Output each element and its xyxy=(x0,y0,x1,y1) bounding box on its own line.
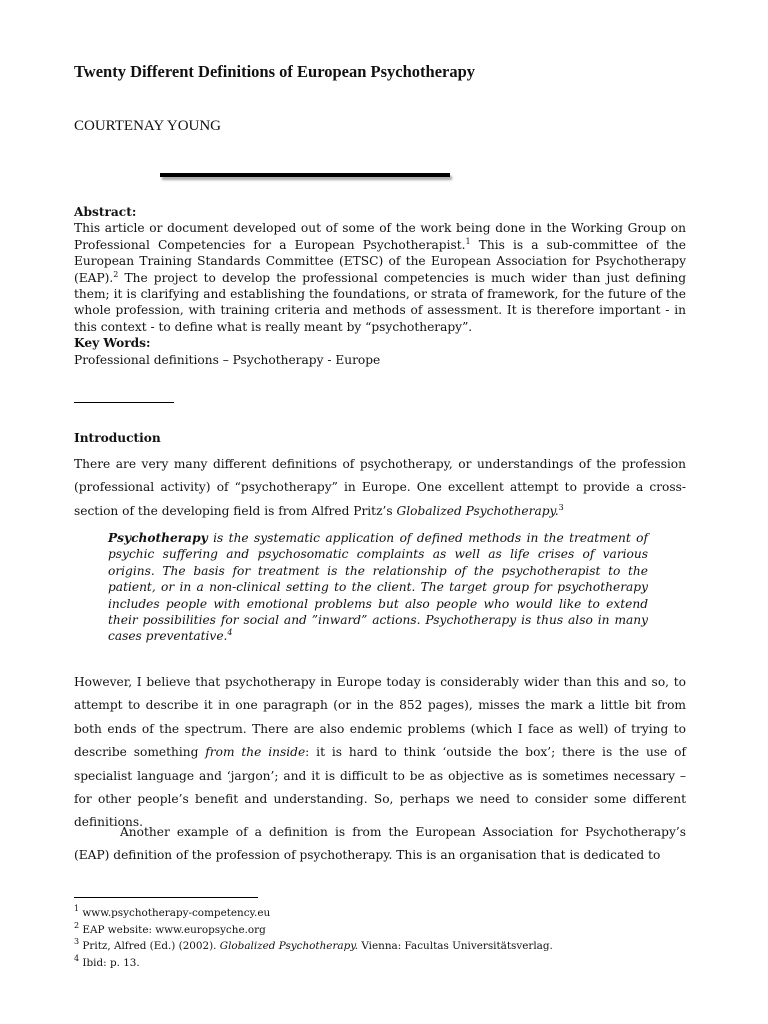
section-divider xyxy=(74,402,174,403)
footnote-3: $^3$ Pritz, Alfred (Ed.) (2002). Globalized Psychotherapy. Vienna: Facultas Universitätsverlag. xyxy=(74,937,553,953)
footnote-divider xyxy=(74,897,258,898)
title-divider xyxy=(160,173,450,177)
footnotes xyxy=(74,905,553,971)
block-quote: Psychotherapy is the systematic application of defined methods in the treatment of psychic suffering and psychosomatic complaints as well as life crises of various origins. The basis for treatment is the relationship of the psychotherapist to the patient, or in a non-clinical setting to the client. The target group for psychotherapy includes people with emotional problems but also people who would like to extend their possibilities for social and ”inward” actions. Psychotherapy is thus also in many cases preventative.$^4$ xyxy=(108,531,648,644)
footnote-2: $^2$ EAP website: www.europsyche.org xyxy=(74,920,266,936)
abstract-section xyxy=(74,204,686,368)
keywords-heading: Key Words: xyxy=(74,336,151,351)
abstract-text: This article or document developed out of some of the work being done in the Working Group on Professional Competencies for a European Psychotherapist.$^1$ This is a sub-committee of the European Training Standards Committee (ETSC) of the European Association for Psychotherapy (EAP).$^2$ The project to develop the professional competencies is much wider than just defining them; it is clarifying and establishing the foundations, or strata of framework, for the future of the whole profession, with training criteria and methods of assessment. It is therefore important - in this context - to define what is really meant by “psychotherapy”. xyxy=(74,221,686,334)
intro-paragraph-3: Another example of a definition is from the European Association for Psychotherapy’s (EAP) definition of the profession of psychotherapy. This is an organisation that is dedicated to xyxy=(74,825,686,863)
intro-paragraph-1: There are very many different definitions of psychotherapy, or understandings of the profession (professional activity) of “psychotherapy” in Europe. One excellent attempt to provide a cross-section of the developing field is from Alfred Pritz’s Globalized Psychotherapy.$^3$ xyxy=(74,457,686,518)
footnote-link[interactable]: www.psychotherapy-competency.eu xyxy=(82,907,271,919)
footnote-4: $^4$ Ibid: p. 13. xyxy=(74,953,140,969)
intro-paragraph-2: However, I believe that psychotherapy in Europe today is considerably wider than this and so, to attempt to describe it in one paragraph (or in the 852 pages), misses the mark a little bit from both ends of the spectrum. There are also endemic problems (which I face as well) of trying to describe something from the inside: it is hard to think ‘outside the box’; there is the use of specialist language and ‘jargon’; and it is difficult to be as objective as is sometimes necessary – for other people’s benefit and understanding. So, perhaps we need to consider some different definitions. xyxy=(74,675,686,830)
abstract-heading: Abstract: xyxy=(74,205,137,219)
introduction-heading: Introduction xyxy=(74,431,161,445)
footnote-ref-2[interactable]: 2 xyxy=(113,269,119,279)
document-title: Twenty Different Definitions of European Psychotherapy xyxy=(74,62,476,81)
footnote-1: $^1$ www.psychotherapy-competency.eu xyxy=(74,904,271,919)
footnote-ref-4[interactable]: 4 xyxy=(227,628,233,638)
author-name: COURTENAY YOUNG xyxy=(74,118,222,134)
footnote-ref-3[interactable]: 3 xyxy=(558,502,564,512)
keywords-text: Professional definitions – Psychotherapy - Europe xyxy=(74,352,381,367)
footnote-ref-1[interactable]: 1 xyxy=(465,236,471,246)
